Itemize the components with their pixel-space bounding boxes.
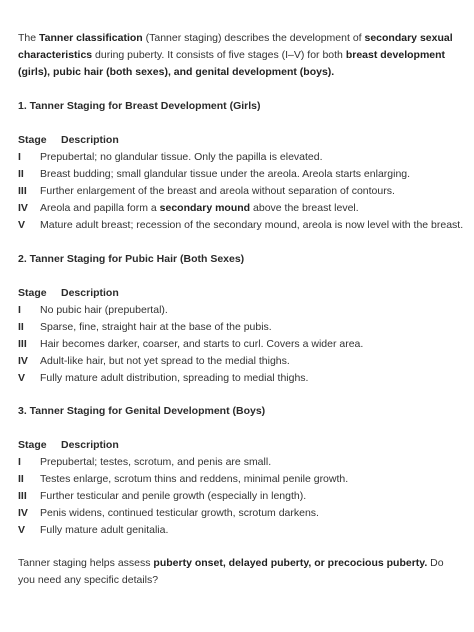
stage-description: Further testicular and penile growth (especially in length). xyxy=(40,490,307,502)
column-header-description: Description xyxy=(61,134,119,146)
stage-number: II xyxy=(18,321,24,333)
stage-number: III xyxy=(18,185,27,197)
stage-description: Prepubertal; no glandular tissue. Only the papilla is elevated. xyxy=(40,151,323,163)
stage-description: Mature adult breast; recession of the secondary mound, areola is now level with the breast. xyxy=(40,219,464,231)
column-header-description: Description xyxy=(61,287,119,299)
stage-description: Fully mature adult genitalia. xyxy=(40,524,169,536)
description-text: above the breast level. xyxy=(250,202,359,214)
outro-text-1: Tanner staging helps assess xyxy=(18,557,154,569)
section-heading-pubic-hair: 2. Tanner Staging for Pubic Hair (Both Sexes) xyxy=(18,253,245,265)
stage-number: V xyxy=(18,219,26,231)
stage-number: II xyxy=(18,473,24,485)
stage-number: IV xyxy=(18,355,28,367)
stage-description: Prepubertal; testes, scrotum, and penis are small. xyxy=(40,456,272,468)
stage-description: Sparse, fine, straight hair at the base of the pubis. xyxy=(40,321,272,333)
stage-description: Testes enlarge, scrotum thins and reddens, minimal penile growth. xyxy=(40,473,349,485)
stage-number: V xyxy=(18,524,26,536)
stage-description: Penis widens, continued testicular growth, scrotum darkens. xyxy=(40,507,319,519)
intro-bold-2: secondary sexual characteristics xyxy=(18,32,453,61)
outro-text-2: Do you need any specific details? xyxy=(18,557,444,586)
stage-number: IV xyxy=(18,202,28,214)
stage-number: II xyxy=(18,168,24,180)
column-header-stage: Stage xyxy=(18,439,47,451)
intro-text-2: (Tanner staging) describes the development of xyxy=(142,32,365,44)
intro-bold-3: breast development (girls), pubic hair (both sexes), and genital development (boys). xyxy=(18,49,446,78)
stage-number: I xyxy=(18,151,21,163)
stage-description: Hair becomes darker, coarser, and starts to curl. Covers a wider area. xyxy=(40,338,364,350)
stage-number: III xyxy=(18,338,27,350)
column-header-stage: Stage xyxy=(18,287,47,299)
stage-number: I xyxy=(18,456,21,468)
stage-description: Fully mature adult distribution, spreading to medial thighs. xyxy=(40,372,309,384)
column-header-stage: Stage xyxy=(18,134,47,146)
stage-number: V xyxy=(18,372,26,384)
intro-paragraph xyxy=(18,30,460,81)
stage-description: Breast budding; small glandular tissue under the areola. Areola starts enlarging. xyxy=(40,168,411,180)
stage-number: III xyxy=(18,490,27,502)
column-header-description: Description xyxy=(61,439,119,451)
intro-text-1: The xyxy=(18,32,40,44)
intro-text-3: during puberty. It consists of five stages (I–V) for both xyxy=(92,49,346,61)
outro-bold: puberty onset, delayed puberty, or precocious puberty. xyxy=(153,557,428,569)
description-text: Areola and papilla form a xyxy=(40,202,160,214)
outro-paragraph xyxy=(18,555,460,589)
stage-description xyxy=(40,200,359,217)
section-heading-breast: 1. Tanner Staging for Breast Development (Girls) xyxy=(18,100,261,112)
stage-number: IV xyxy=(18,507,28,519)
intro-bold-1: Tanner classification xyxy=(39,32,143,44)
stage-number: I xyxy=(18,304,21,316)
stage-description: Adult-like hair, but not yet spread to the medial thighs. xyxy=(40,355,290,367)
stage-description: No pubic hair (prepubertal). xyxy=(40,304,168,316)
description-bold: secondary mound xyxy=(159,202,251,214)
stage-description: Further enlargement of the breast and areola without separation of contours. xyxy=(40,185,395,197)
section-heading-genital: 3. Tanner Staging for Genital Development (Boys) xyxy=(18,405,266,417)
